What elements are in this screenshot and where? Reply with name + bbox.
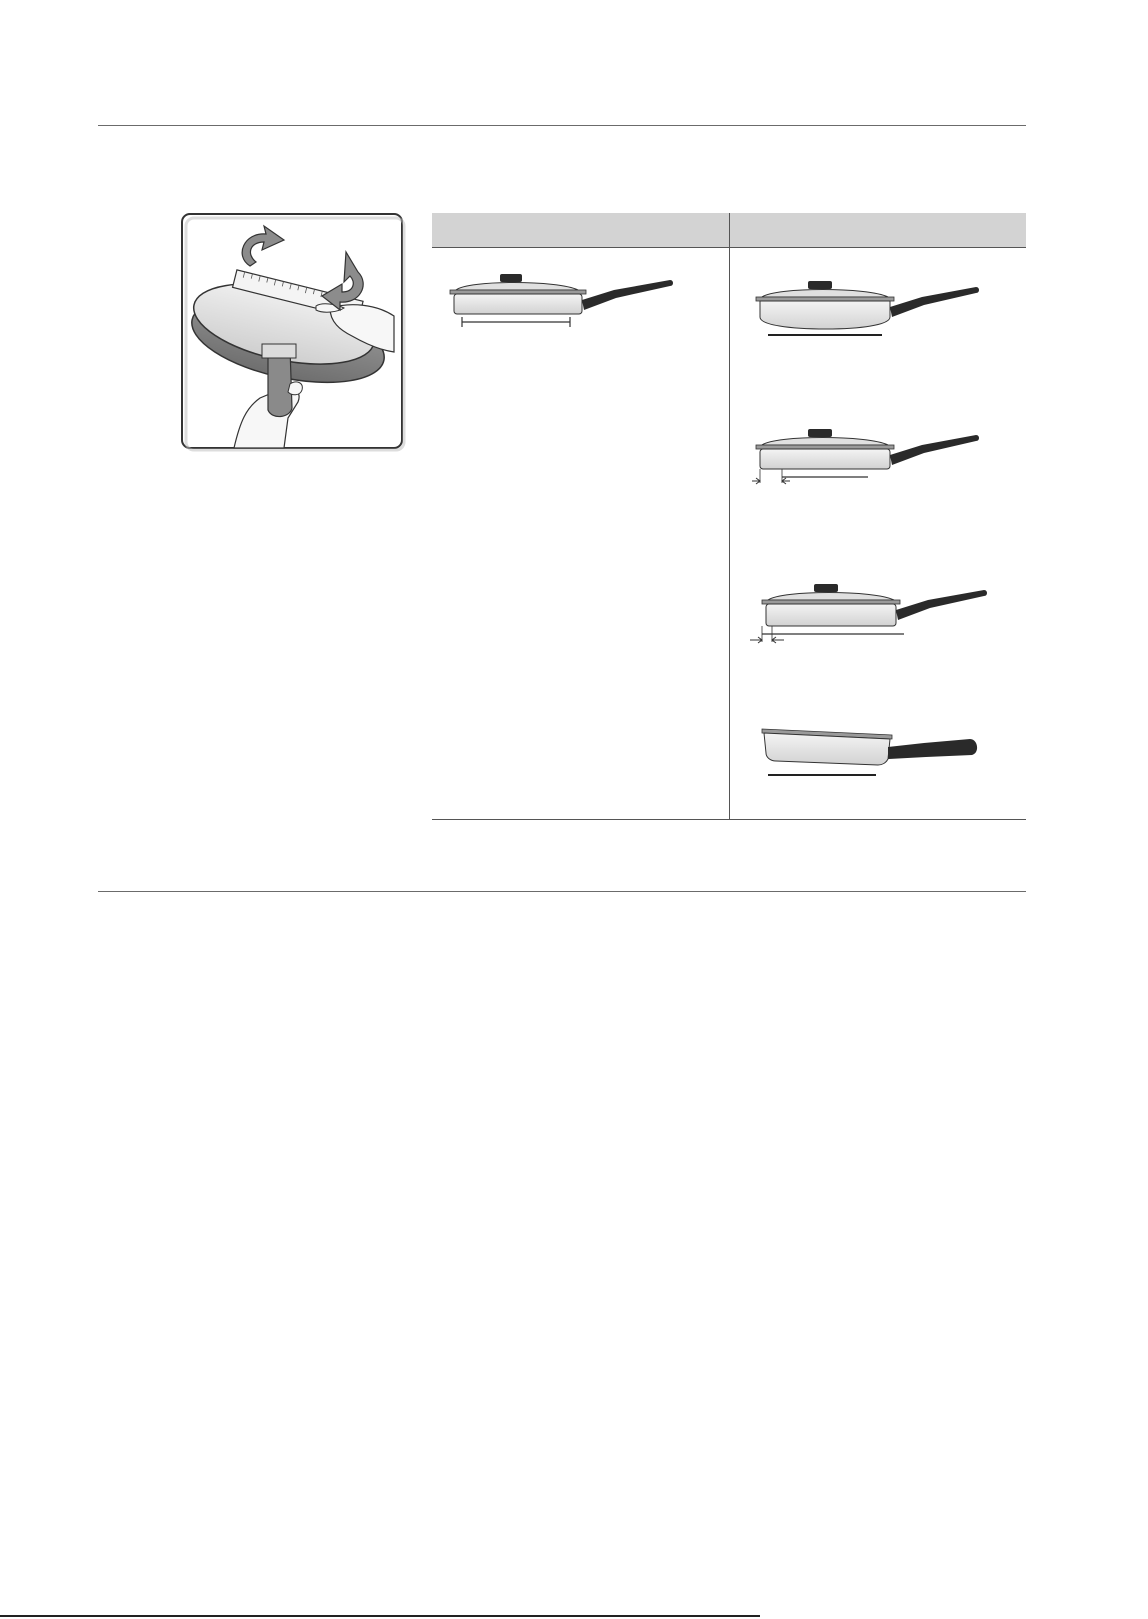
table-bottom-border: [432, 819, 1026, 820]
unsuitable-pan-convex-illustration: [750, 275, 986, 351]
suitable-column-header: [432, 213, 729, 248]
ruler-check-illustration: [180, 212, 406, 452]
unsuitable-column-header: [730, 213, 1026, 248]
unsuitable-pan-small-base-illustration: [750, 425, 986, 495]
suitable-pan-illustration: [448, 268, 678, 338]
unsuitable-pan-short-base-illustration: [748, 580, 992, 652]
top-divider: [98, 125, 1026, 126]
unsuitable-pan-warped-illustration: [758, 725, 988, 785]
page-footer-line: [0, 1615, 760, 1617]
section-divider: [98, 891, 1026, 892]
column-divider: [729, 213, 730, 820]
